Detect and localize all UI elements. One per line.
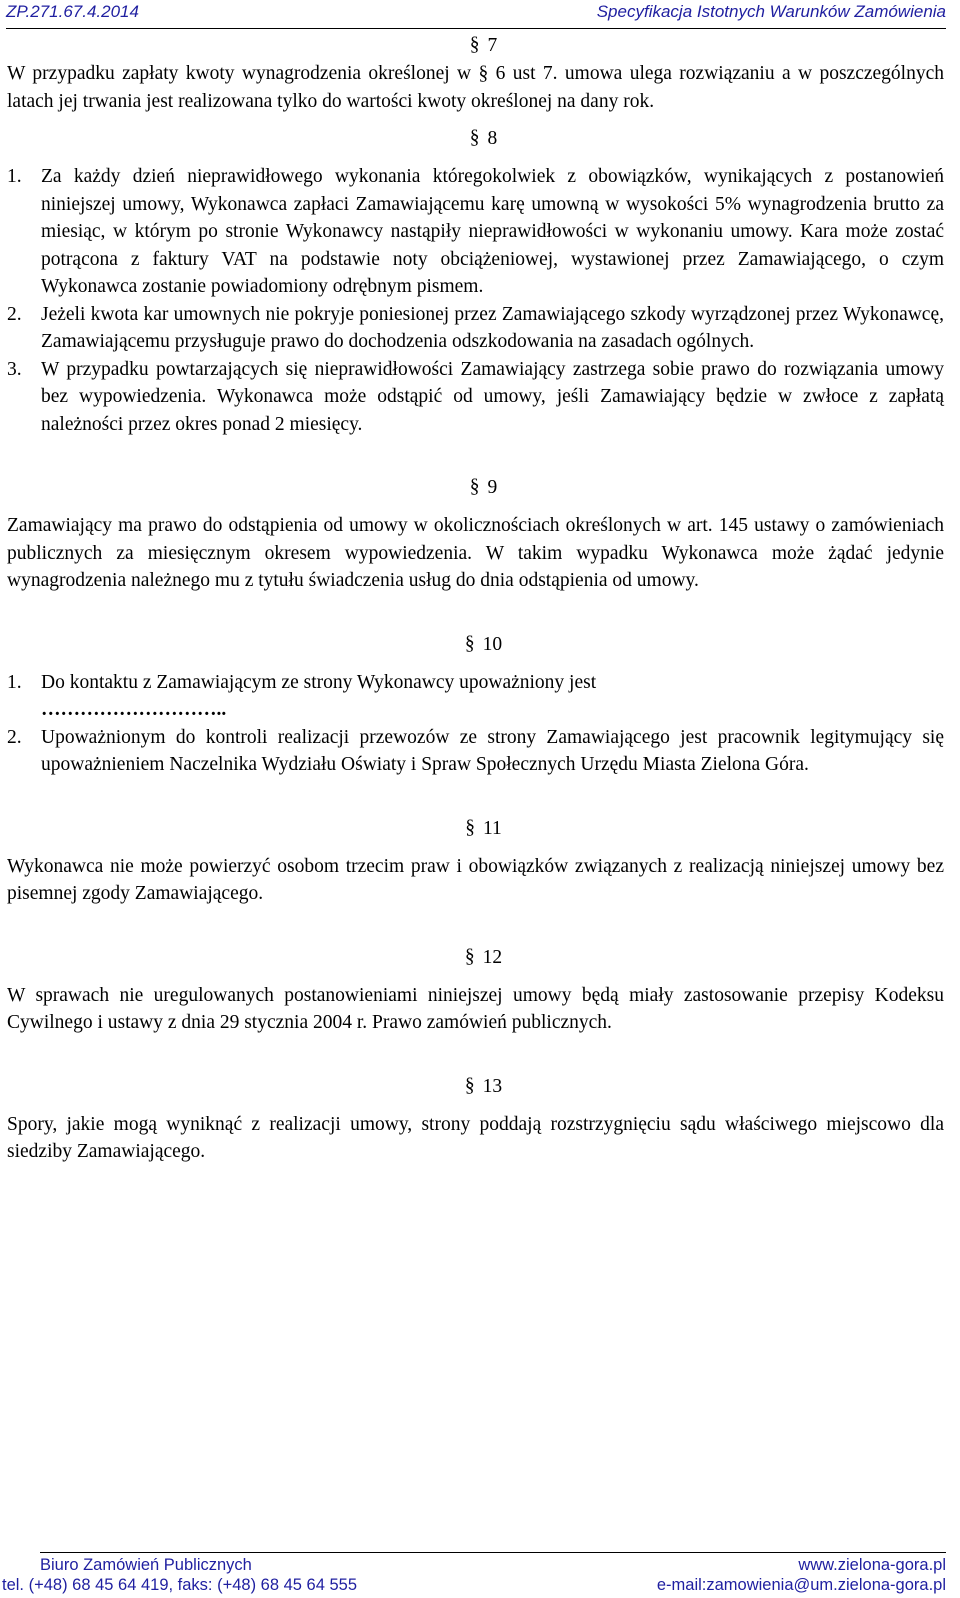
section-heading-10: § 10: [464, 632, 503, 655]
section-13-text: Spory, jakie mogą wyniknąć z realizacji umowy, strony poddają rozstrzygnięciu sądu właściwego miejscowo dla siedziby Zamawiającego.: [7, 1113, 944, 1162]
list-item: 3. W przypadku powtarzających się nieprawidłowości Zamawiający zastrzega sobie prawo do rozwiązania umowy bez wypowiedzenia. Wykonawca może odstąpić od umowy, jeśli Zamawiający będzie w zwłoce z zapłatą należności przez okres ponad 2 miesięcy.: [7, 358, 944, 435]
list-item: 2. Upoważnionym do kontroli realizacji przewozów ze strony Zamawiającego jest pracownik legitymujący się upoważnieniem Naczelnika Wydziału Oświaty i Spraw Społecznych Urzędu Miasta Zielona Góra.: [7, 726, 944, 775]
list-item: 2. Jeżeli kwota kar umownych nie pokryje poniesionej przez Zamawiającego szkody wyrządzonej przez Wykonawcę, Zamawiającemu przysługuje prawo do dochodzenia odszkodowania na zasadach ogólnych.: [7, 303, 944, 352]
section-9-text: Zamawiający ma prawo do odstąpienia od umowy w okolicznościach określonych w art. 145 ustawy o zamówieniach publicznych za miesięcznym okresem wypowiedzenia. W takim wypadku Wykonawca może żądać jedynie wynagrodzenia należnego mu z tytułu świadczenia usług do dnia odstąpienia od umowy.: [7, 515, 944, 591]
section-heading-12: § 12: [464, 945, 503, 968]
section-heading-8: § 8: [469, 127, 498, 149]
section-11-text: Wykonawca nie może powierzyć osobom trzecim praw i obowiązków związanych z realizacją niniejszej umowy bez pisemnej zgody Zamawiającego.: [7, 855, 944, 904]
document-reference: ZP.271.67.4.2014: [6, 2, 139, 21]
section-heading-7: § 7: [469, 34, 498, 56]
section-heading-9: § 9: [469, 476, 498, 498]
page-footer: [2, 1552, 946, 1598]
document-title: Specyfikacja Istotnych Warunków Zamówienia: [596, 2, 946, 21]
footer-phone: tel. (+48) 68 45 64 419, faks: (+48) 68 45 64 555: [2, 1576, 357, 1594]
footer-website-link[interactable]: www.zielona-gora.pl: [798, 1556, 946, 1574]
page-header: [6, 0, 946, 29]
section-7-text: W przypadku zapłaty kwoty wynagrodzenia określonej w § 6 ust 7. umowa ulega rozwiązaniu a w poszczególnych latach jej trwania jest realizowana tylko do wartości kwoty określonej na dany rok.: [7, 63, 944, 112]
footer-email-link[interactable]: e-mail:zamowienia@um.zielona-gora.pl: [656, 1576, 946, 1594]
section-heading-11: § 11: [465, 816, 502, 839]
blank-placeholder: ………………………..: [41, 699, 227, 720]
list-item: 1. Do kontaktu z Zamawiającym ze strony Wykonawcy upoważniony jest ………………………..: [7, 671, 597, 720]
section-12-text: W sprawach nie uregulowanych postanowieniami niniejszej umowy będą miały zastosowanie przepisy Kodeksu Cywilnego i ustawy z dnia 29 stycznia 2004 r. Prawo zamówień publicznych.: [7, 984, 944, 1033]
document-body: [7, 32, 944, 1166]
footer-office: Biuro Zamówień Publicznych: [40, 1556, 252, 1574]
list-item: 1. Za każdy dzień nieprawidłowego wykonania któregokolwiek z obowiązków, wynikających z postanowień niniejszej umowy, Wykonawca zapłaci Zamawiającemu karę umowną w wysokości 5% wynagrodzenia brutto za miesiąc, w którym po stronie Wykonawcy nastąpiły nieprawidłowości w wykonaniu umowy. Kara może zostać potrącona z faktury VAT na podstawie noty obciążeniowej, wystawionej przez Zamawiającego, o czym Wykonawca zostanie powiadomiony odrębnym pismem.: [7, 166, 944, 297]
section-heading-13: § 13: [464, 1074, 503, 1097]
